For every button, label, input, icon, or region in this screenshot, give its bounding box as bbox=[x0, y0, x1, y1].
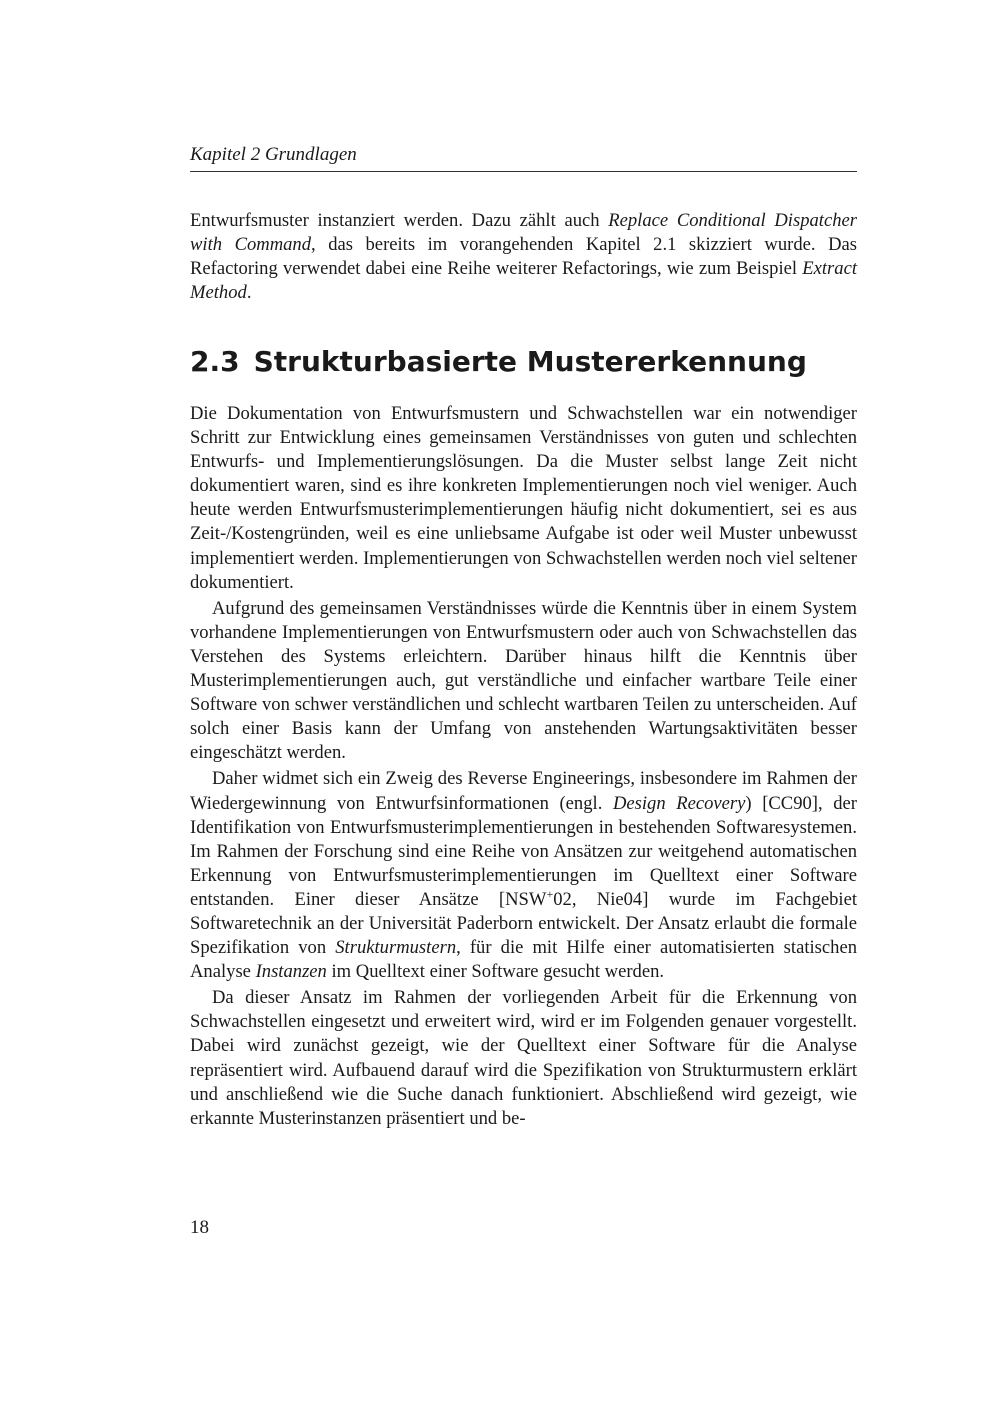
paragraph-3 bbox=[190, 767, 857, 984]
section-number: 2.3 bbox=[190, 345, 240, 378]
section-body bbox=[190, 402, 857, 1131]
section-heading bbox=[190, 342, 857, 382]
section-title-text: Strukturbasierte Mustererkennung bbox=[253, 345, 807, 378]
header-rule bbox=[190, 171, 857, 172]
intro-text-part: , das bereits im vorangehenden Kapitel 2.1 skizziert wurde. Das Refactoring verwendet dabei eine Reihe weiterer Refactorings, wie zum Beispiel bbox=[190, 234, 857, 280]
intro-paragraph bbox=[190, 209, 857, 305]
intro-text-part: Entwurfsmuster instanziert werden. Dazu zählt auch bbox=[190, 210, 609, 231]
page-number: 18 bbox=[190, 1217, 209, 1238]
term-design-recovery: Design Recovery bbox=[612, 792, 746, 814]
paragraph-3-part: 02, Nie04] wurde im Fachgebiet Softwaretechnik an der Universität Paderborn entwickelt. Der Ansatz erlaubt die formale Spezifikation von bbox=[190, 888, 857, 959]
running-head: Kapitel 2 Grundlagen bbox=[190, 144, 357, 165]
paragraph-3-part: ) [CC90], der Identifikation von Entwurfsmusterimplementierungen in bestehenden Softwaresystemen. Im Rahmen der Forschung sind eine Reihe von Ansätzen zur weitgehend automatischen Erkennung von Entwurfsmusterimplementierungen im Quelltext einer Software entstanden. Einer dieser Ansätze [NSW bbox=[190, 792, 857, 910]
intro-text-part: . bbox=[246, 282, 252, 304]
paragraph-3-part: , für die mit Hilfe einer automatisierten statischen Analyse bbox=[190, 937, 857, 983]
paragraph-4: Da dieser Ansatz im Rahmen der vorliegenden Arbeit für die Erkennung von Schwachstellen eingesetzt und erweitert wird, wird er im Folgenden genauer vorgestellt. Dabei wird zunächst gezeigt, wie der Quelltext einer Software für die Analyse repräsentiert wird. Aufbauend darauf wird die Spezifikation von Strukturmustern erklärt und anschließend wie die Suche danach funktioniert. Abschließend wird gezeigt, wie erkannte Musterinstanzen präsentiert und be- bbox=[190, 987, 857, 1129]
paragraph-3-part: Daher widmet sich ein Zweig des Reverse Engineerings, insbesondere im Rahmen der Wiedergewinnung von Entwurfsinformationen (engl. bbox=[190, 768, 857, 814]
intro-text bbox=[190, 209, 857, 305]
term-strukturmustern: Strukturmustern bbox=[335, 937, 457, 959]
refactoring-name: Replace Conditional Dispatcher with Command bbox=[190, 210, 857, 256]
document-page bbox=[190, 0, 857, 1414]
paragraph-2: Aufgrund des gemeinsamen Verständnisses würde die Kenntnis über in einem System vorhandene Implementierungen von Entwurfsmustern oder auch von Schwachstellen das Verstehen des Systems erleichtern. Darüber hinaus hilft die Kenntnis über Musterimplementierungen auch, gut verständliche und einfacher wartbare Teile einer Software von schwer verständlichen und schlecht wartbaren Teilen zu unterscheiden. Auf solch einer Basis kann der Umfang von anstehenden Wartungsaktivitäten besser eingeschätzt werden. bbox=[190, 597, 857, 764]
paragraph-3-part: im Quelltext einer Software gesucht werden. bbox=[326, 961, 665, 983]
term-instanzen: Instanzen bbox=[255, 961, 327, 983]
refactoring-name: Extract Method bbox=[190, 258, 857, 304]
paragraph-1: Die Dokumentation von Entwurfsmustern und Schwachstellen war ein notwendiger Schritt zur Entwicklung eines gemeinsamen Verständnisses von guten und schlechten Entwurfs- und Implementierungslösungen. Da die Muster selbst lange Zeit nicht dokumentiert waren, sind es ihre konkreten Implementierungen noch viel weniger. Auch heute werden Entwurfsmusterimplementierungen häufig nicht dokumentiert, sei es aus Zeit-/Kostengründen, weil es eine unliebsame Aufgabe ist oder weil Muster unbewusst implementiert werden. Implementierungen von Schwachstellen werden noch viel seltener dokumentiert. bbox=[190, 403, 857, 593]
citation-superscript: + bbox=[546, 886, 554, 901]
